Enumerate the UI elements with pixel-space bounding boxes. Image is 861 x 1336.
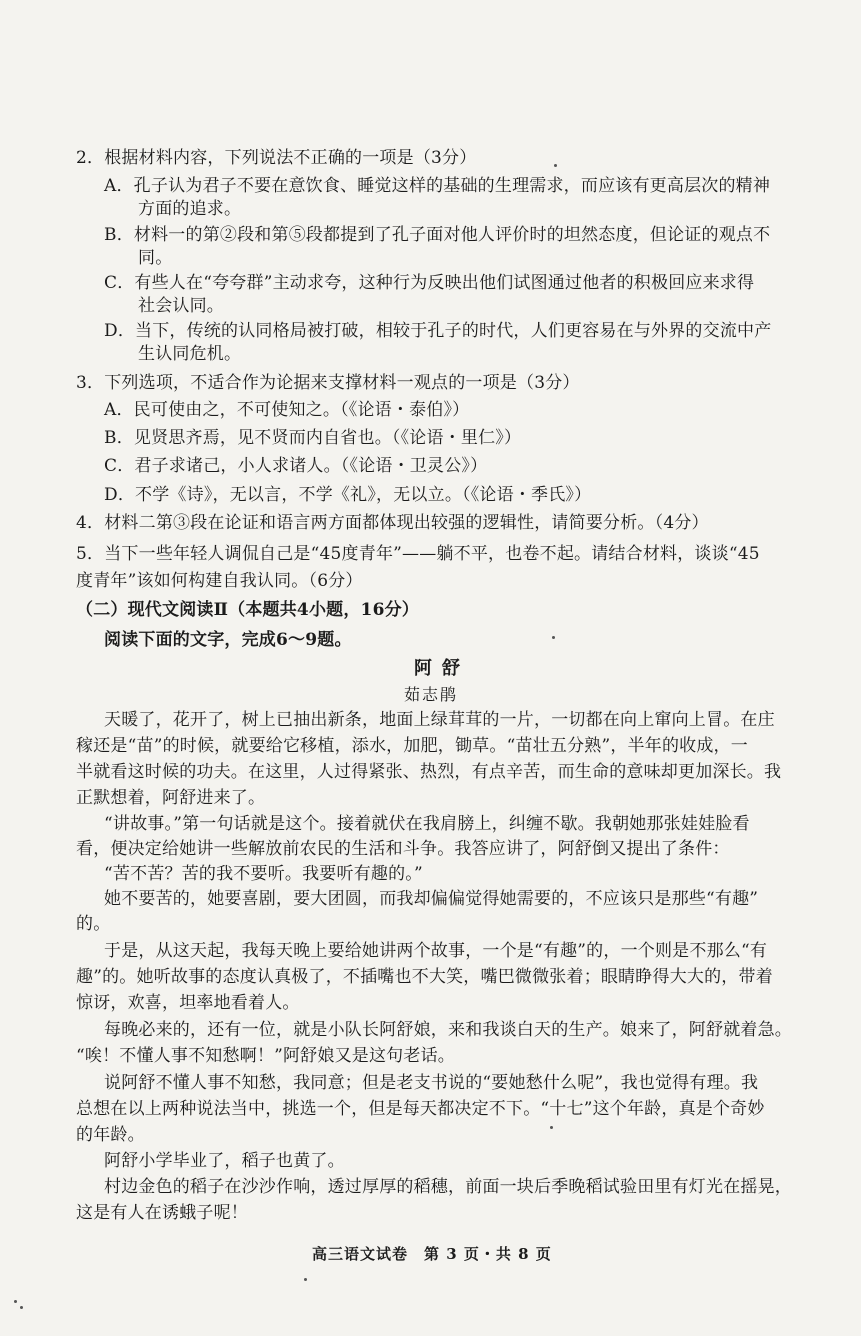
question-3-option-d: D．不学《诗》，无以言，不学《礼》，无以立。（《论语・季氏》） <box>104 485 592 505</box>
story-line: 说阿舒不懂人事不知愁，我同意；但是老支书说的“要她愁什么呢”，我也觉得有理。我 <box>104 1073 759 1093</box>
story-line: 村边金色的稻子在沙沙作响，透过厚厚的稻穗，前面一块后季晚稻试验田里有灯光在摇晃， <box>104 1177 792 1197</box>
question-2-option-d: D．当下，传统的认同格局被打破，相较于孔子的时代，人们更容易在与外界的交流中产 <box>104 321 772 341</box>
story-line: 半就看这时候的功夫。在这里，人过得紧张、热烈，有点辛苦，而生命的意味却更加深长。我 <box>76 762 782 782</box>
story-line: 阿舒小学毕业了，稻子也黄了。 <box>104 1151 345 1171</box>
story-line: 于是，从这天起，我每天晚上要给她讲两个故事，一个是“有趣”的，一个则是不那么“有 <box>104 941 768 961</box>
story-line: 天暖了，花开了，树上已抽出新条，地面上绿茸茸的一片，一切都在向上窜向上冒。在庄 <box>104 710 775 730</box>
story-title: 阿舒 <box>414 658 470 679</box>
question-2-option-c-cont: 社会认同。 <box>138 296 224 316</box>
story-author: 茹志鹃 <box>404 685 459 704</box>
section-instruction: 阅读下面的文字，完成6～9题。 <box>104 630 352 650</box>
story-line: 的。 <box>76 914 111 934</box>
section-heading: （二）现代文阅读Ⅱ（本题共4小题，16分） <box>76 600 420 620</box>
story-line: 她不要苦的，她要喜剧，要大团圆，而我却偏偏觉得她需要的，不应该只是那些“有趣” <box>104 889 759 909</box>
question-2-option-b: B．材料一的第②段和第⑤段都提到了孔子面对他人评价时的坦然态度，但论证的观点不 <box>104 225 771 245</box>
story-line: 惊讶，欢喜，坦率地看着人。 <box>76 993 300 1013</box>
story-line: “苦不苦？苦的我不要听。我要听有趣的。” <box>104 864 423 884</box>
question-2-option-c: C．有些人在“夸夸群”主动求夸，这种行为反映出他们试图通过他者的积极回应来求得 <box>104 273 755 293</box>
scan-speck <box>550 1126 553 1129</box>
question-3-option-a: A．民可使由之，不可使知之。（《论语・泰伯》） <box>104 400 470 420</box>
story-line: 趣”的。她听故事的态度认真极了，不插嘴也不大笑，嘴巴微微张着；眼睛睁得大大的，带着 <box>76 967 773 987</box>
story-line: “讲故事。”第一句话就是这个。接着就伏在我肩膀上，纠缠不歇。我朝她那张娃娃脸看 <box>104 814 750 834</box>
story-line: 总想在以上两种说法当中，挑选一个，但是每天都决定不下。“十七”这个年龄，真是个奇妙 <box>76 1099 765 1119</box>
question-2-option-a-cont: 方面的追求。 <box>138 199 242 219</box>
scan-speck <box>554 164 557 167</box>
question-5-cont: 度青年”该如何构建自我认同。（6分） <box>76 571 363 591</box>
question-3-option-b: B．见贤思齐焉，见不贤而内自省也。（《论语・里仁》） <box>104 428 522 448</box>
scan-speck <box>304 1278 307 1281</box>
page-footer: 高三语文试卷 第 3 页・共 8 页 <box>312 1245 552 1263</box>
story-line: “唉！不懂人事不知愁啊！”阿舒娘又是这句老话。 <box>76 1046 455 1066</box>
question-3-stem: 3．下列选项，不适合作为论据来支撑材料一观点的一项是（3分） <box>76 373 580 393</box>
story-line: 正默想着，阿舒进来了。 <box>76 788 266 808</box>
scan-speck <box>14 1300 17 1303</box>
scan-speck <box>20 1306 23 1309</box>
question-4: 4．材料二第③段在论证和语言两方面都体现出较强的逻辑性，请简要分析。（4分） <box>76 513 709 533</box>
question-2-stem: 2．根据材料内容，下列说法不正确的一项是（3分） <box>76 148 477 168</box>
question-2-option-b-cont: 同。 <box>138 248 173 268</box>
question-3-option-c: C．君子求诸己，小人求诸人。（《论语・卫灵公》） <box>104 456 488 476</box>
question-2-option-d-cont: 生认同危机。 <box>138 344 242 364</box>
story-line: 稼还是“苗”的时候，就要给它移植，添水，加肥，锄草。“苗壮五分熟”，半年的收成，一 <box>76 736 748 756</box>
story-line: 的年龄。 <box>76 1125 145 1145</box>
story-line: 这是有人在诱蛾子呢！ <box>76 1203 248 1223</box>
question-5: 5．当下一些年轻人调侃自己是“45度青年”——躺不平，也卷不起。请结合材料，谈谈“45 <box>76 544 760 564</box>
story-line: 每晚必来的，还有一位，就是小队长阿舒娘，来和我谈白天的生产。娘来了，阿舒就着急。 <box>104 1020 792 1040</box>
story-line: 看，便决定给她讲一些解放前农民的生活和斗争。我答应讲了，阿舒倒又提出了条件： <box>76 839 730 859</box>
scan-speck <box>552 636 555 639</box>
question-2-option-a: A．孔子认为君子不要在意饮食、睡觉这样的基础的生理需求，而应该有更高层次的精神 <box>104 176 771 196</box>
